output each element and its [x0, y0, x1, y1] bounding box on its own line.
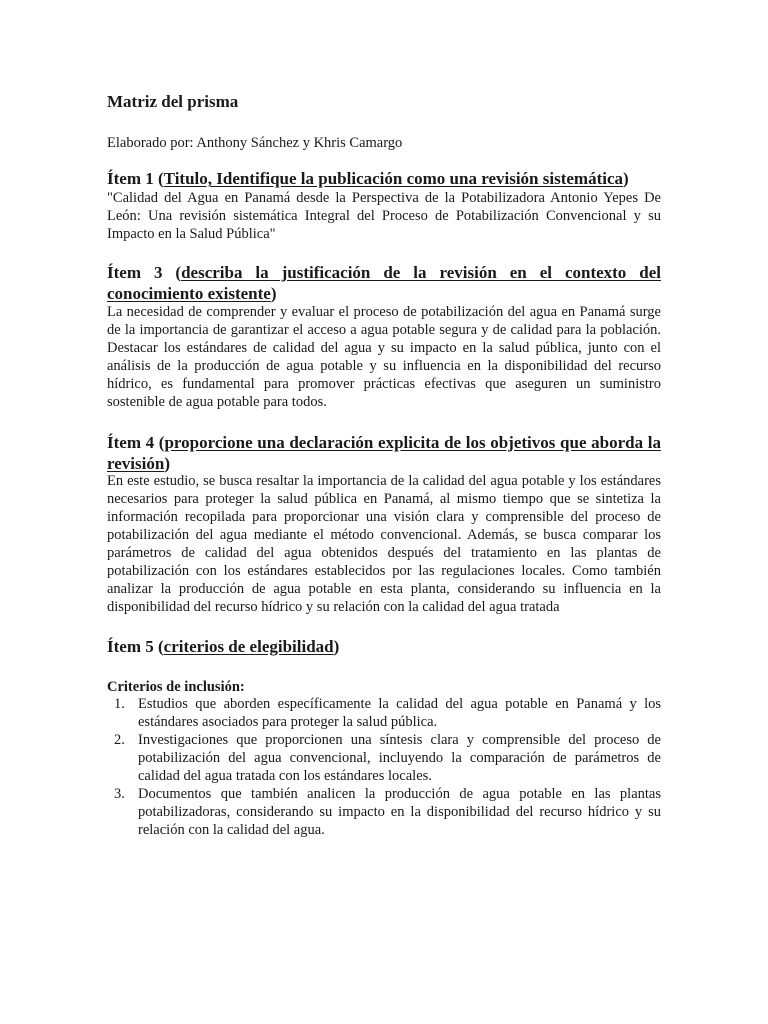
item-5-suffix: ) [333, 637, 340, 656]
author-line: Elaborado por: Anthony Sánchez y Khris Camargo [107, 135, 403, 151]
item-3-body: La necesidad de comprender y evaluar el proceso de potabilización del agua en Panamá surge de la importancia de garantizar el acceso a agua potable segura y de calidad para la población. Destacar los estándares de calidad del agua y su impacto en la salud pública, junto con el análisis de la producción de agua potable y su influencia en la disponibilidad del recurso hídrico, es fundamental para promover prácticas efectivas que aseguren un suministro sostenible de agua potable para todos. [107, 304, 661, 410]
document-title: Matriz del prisma [107, 92, 239, 111]
item-3-suffix: ) [270, 284, 277, 303]
list-item-text: Documentos que también analicen la producción de agua potable en las plantas potabilizadoras, considerando su impacto en la disponibilidad del recurso hídrico y su relación con la calidad del agua. [138, 786, 661, 838]
list-item-number: 3. [114, 786, 125, 802]
item-4-heading [107, 432, 661, 474]
list-item-text: Investigaciones que proporcionen una síntesis clara y comprensible del proceso de potabilización del agua convencional, incluyendo la comparación de parámetros de calidad del agua tratada con los estándares locales. [138, 732, 661, 784]
inclusion-criteria-label: Criterios de inclusión: [107, 679, 245, 695]
item-1-suffix: ) [623, 169, 629, 188]
item-1-label: Titulo, Identifique la publicación como una revisión sistemática [163, 169, 624, 188]
item-3-heading [107, 262, 661, 304]
item-4-label: proporcione una declaración explicita de los objetivos que aborda la revisión [107, 433, 661, 473]
item-1-prefix: Ítem 1 ( [107, 169, 164, 188]
item-3-label: describa la justificación de la revisión en el contexto del conocimiento existente [107, 263, 661, 303]
item-1-heading [107, 168, 661, 189]
list-item-number: 2. [114, 732, 125, 748]
item-5-heading [107, 636, 661, 657]
item-1-body: "Calidad del Agua en Panamá desde la Perspectiva de la Potabilizadora Antonio Yepes De León: Una revisión sistemática Integral del Proceso de Potabilización Convencional y su Impacto en la Salud Pública" [107, 190, 661, 242]
list-item [107, 695, 661, 731]
item-5-label: criterios de elegibilidad [163, 637, 334, 656]
list-item-number: 1. [114, 696, 125, 712]
item-4-suffix: ) [164, 454, 170, 473]
list-item [107, 785, 661, 839]
list-item [107, 731, 661, 785]
inclusion-criteria-list [107, 695, 661, 839]
item-3-prefix: Ítem 3 ( [107, 263, 182, 282]
item-5-prefix: Ítem 5 ( [107, 637, 164, 656]
list-item-text: Estudios que aborden específicamente la calidad del agua potable en Panamá y los estándares asociados para proteger la salud pública. [138, 696, 661, 730]
item-4-body: En este estudio, se busca resaltar la importancia de la calidad del agua potable y los estándares necesarios para proteger la salud pública en Panamá, al mismo tiempo que se sintetiza la información recopilada para proporcionar una visión clara y comprensible del proceso de potabilización del agua mediante el método convencional. Además, se busca comparar los parámetros de calidad del agua obtenidos después del tratamiento en las plantas de potabilización con los estándares establecidos por las regulaciones locales. Como también analizar la producción de agua potable en esta planta, considerando su influencia en la disponibilidad del recurso hídrico y su relación con la calidad del agua tratada [107, 473, 661, 615]
item-4-prefix: Ítem 4 ( [107, 433, 165, 452]
